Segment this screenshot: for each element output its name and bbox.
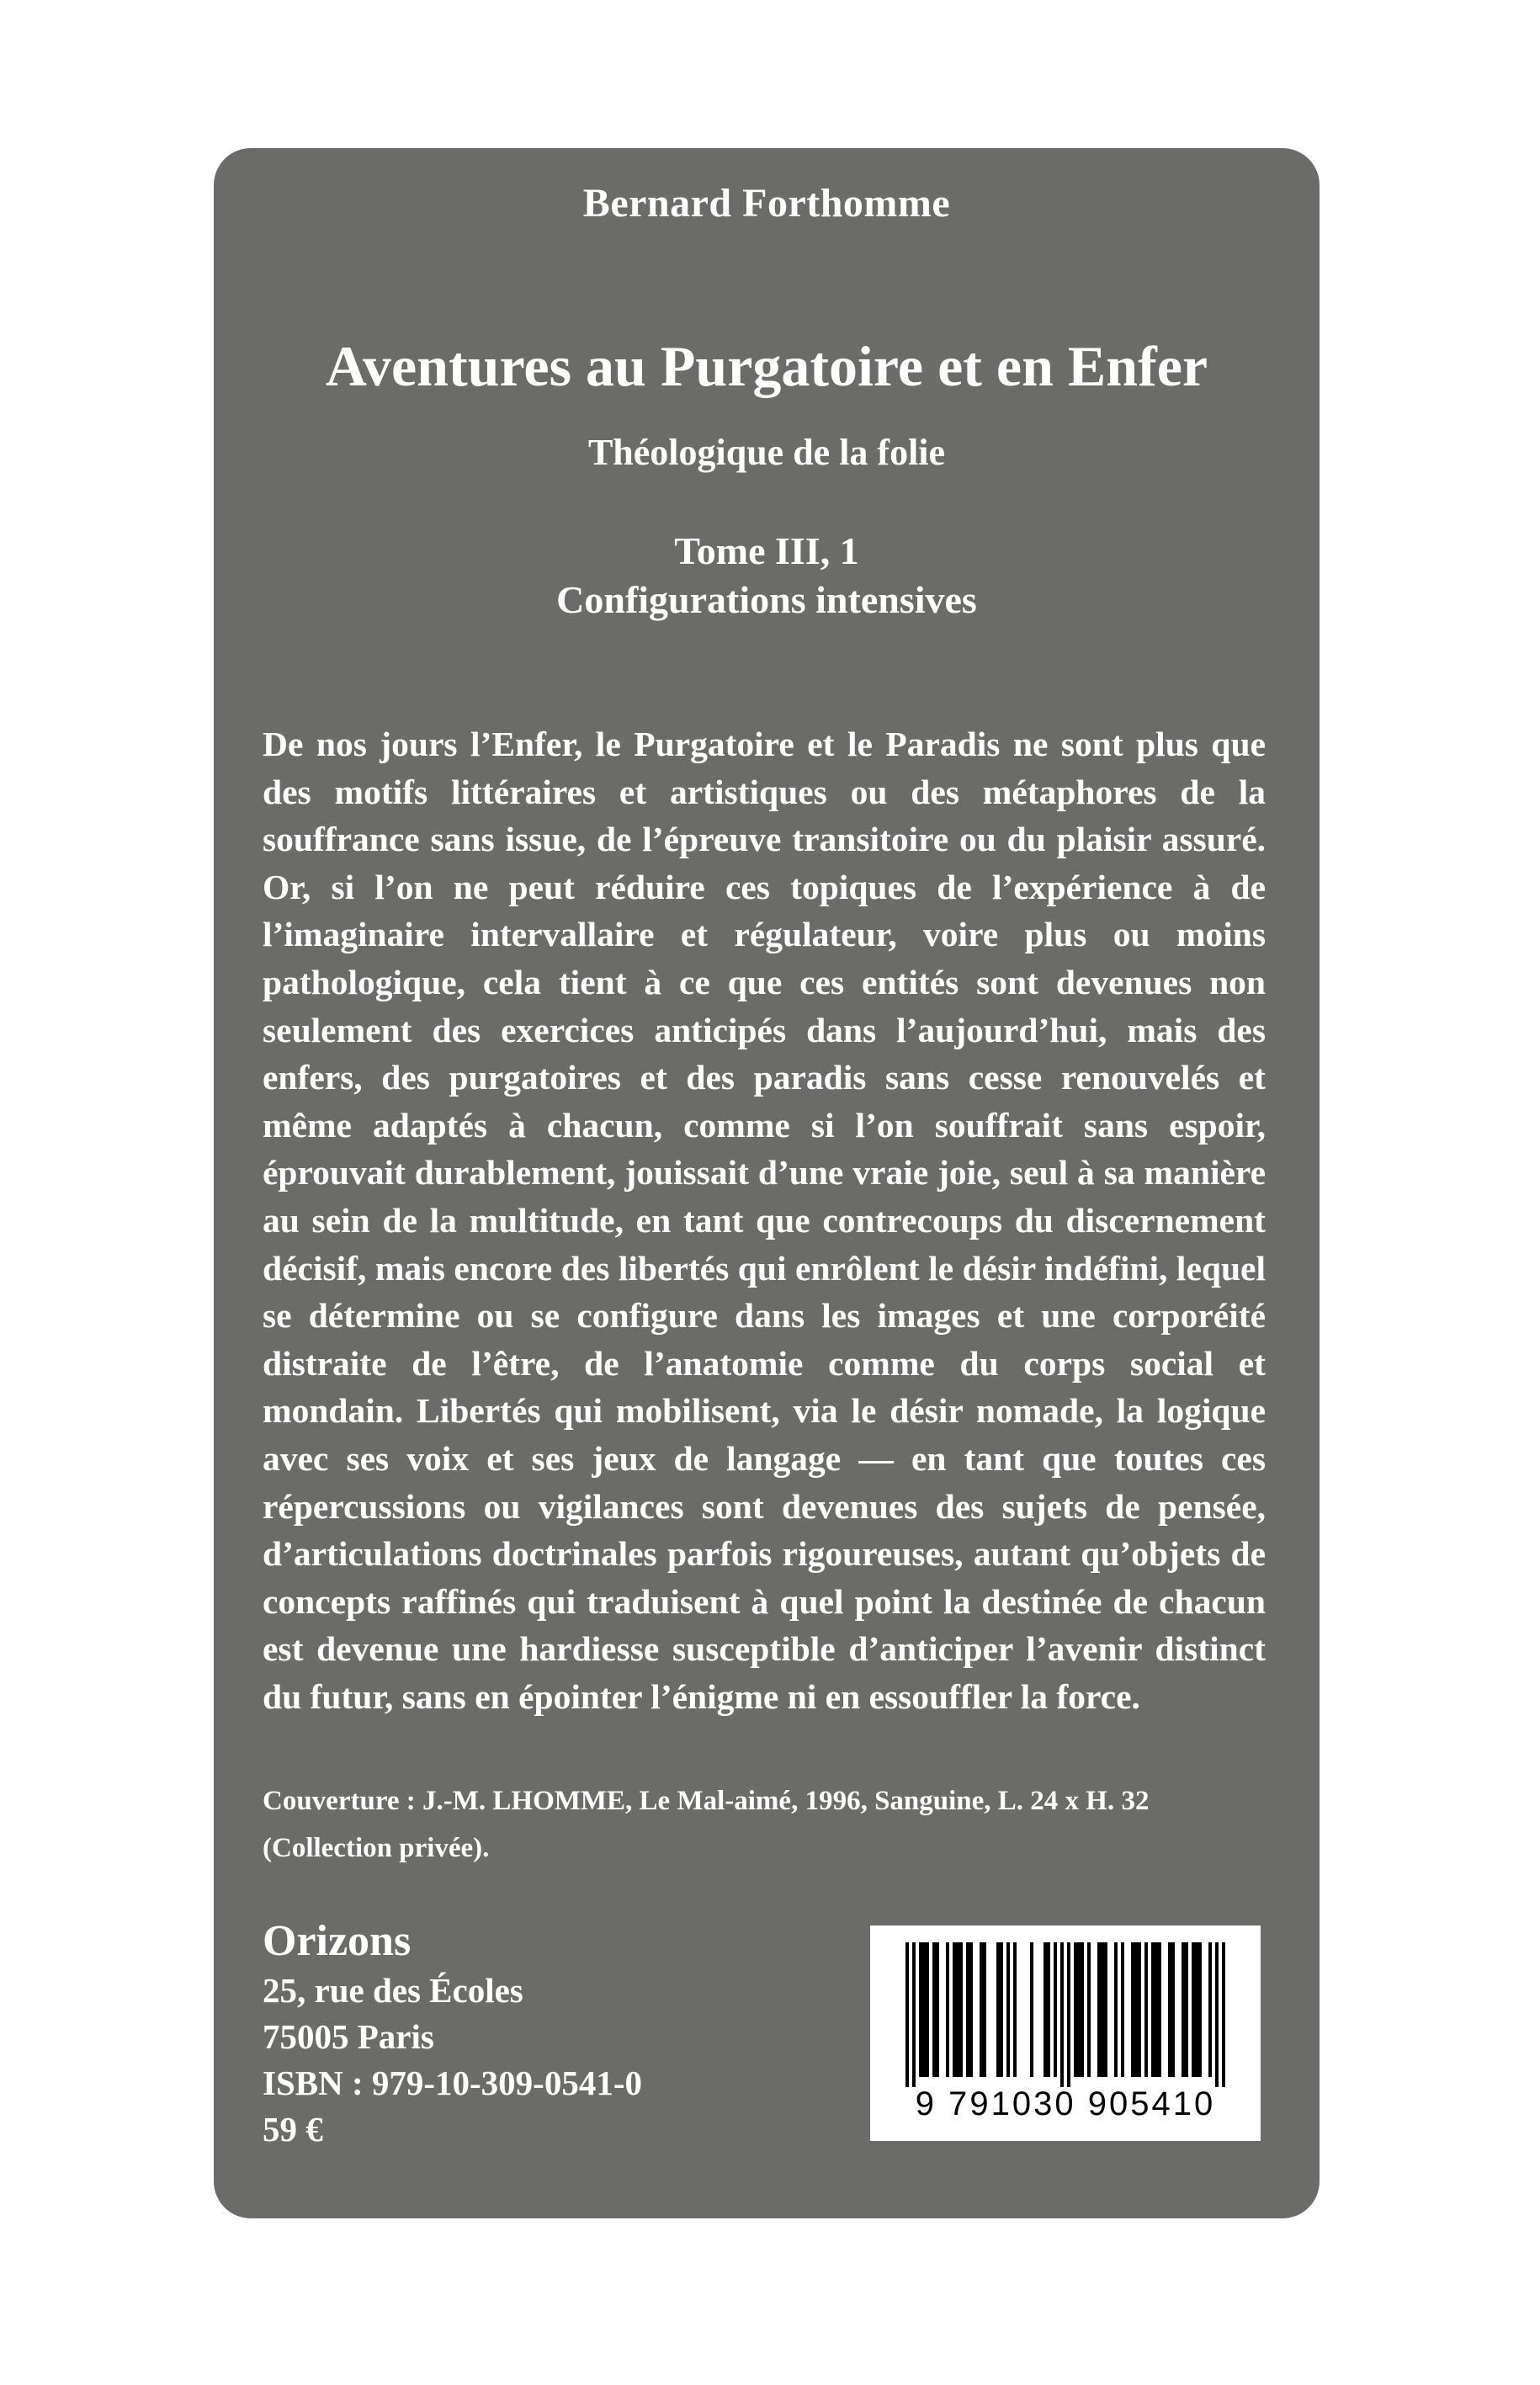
barcode-bar (1097, 1942, 1107, 2077)
barcode-bar (1131, 1942, 1141, 2077)
publisher-name: Orizons (263, 1917, 412, 1965)
barcode-bar (966, 1942, 973, 2077)
barcode-bar (1182, 1942, 1188, 2077)
barcode-bar (1067, 1942, 1070, 2087)
barcode-bar (1006, 1942, 1010, 2077)
isbn: ISBN : 979-10-309-0541-0 (263, 2064, 642, 2102)
back-cover-panel (214, 148, 1320, 2218)
barcode-bar (1013, 1942, 1017, 2077)
barcode-bar (946, 1942, 949, 2077)
book-title: Aventures au Purgatoire et en Enfer (325, 334, 1208, 398)
cover-credit: Couverture : J.-M. LHOMME, Le Mal-aimé, 1996, Sanguine, L. 24 x H. 32 (Collection privée). (263, 1786, 1150, 1863)
barcode-bar (932, 1942, 939, 2077)
barcode-bar (1043, 1942, 1050, 2077)
author-name: Bernard Forthomme (582, 181, 951, 226)
barcode-bar (1087, 1942, 1091, 2077)
barcode-bar (905, 1942, 909, 2087)
barcode-bar (1222, 1942, 1225, 2087)
barcode-bar (1192, 1942, 1202, 2077)
barcode-bar (1054, 1942, 1057, 2077)
barcode-bar (980, 1942, 986, 2077)
barcode-bar (1114, 1942, 1118, 2077)
barcode-bar (1215, 1942, 1219, 2087)
barcode-bar (919, 1942, 929, 2077)
blurb-text: De nos jours l’Enfer, le Purgatoire et le Paradis ne sont plus que des motifs littéraires et artistiques ou des métaphores de la souffrance sans issue, de l’épreuve transitoire ou du plaisir assuré. Or, si l’on ne peut réduire ces topiques de l’expérience à de l’imaginaire intervallaire et régulateur, voire plus ou moins pathologique, cela tient à ce que ces entités sont devenues non seulement des exercices anticipés dans l’aujourd’hui, mais des enfers, des purgatoires et des paradis sans cesse renouvelés et même adaptés à chacun, comme si l’on souffrait sans espoir, éprouvait durablement, jouissait d’une vraie joie, seul à sa manière au sein de la multitude, en tant que contrecoups du discernement décisif, mais encore des libertés qui enrôlent le désir indéfini, lequel se détermine ou se configure dans les images et une corporéité distraite de l’être, de l’anatomie comme du corps social et mondain. Libertés qui mobilisent, via le désir nomade, la logique avec ses voix et ses jeux de langage — en tant que toutes ces répercussions ou vigilances sont devenues des sujets de pensée, d’articulations doctrinales parfois rigoureuses, autant qu’objets de concepts raffinés qui traduisent à quel point la destinée de chacun est devenue une hardiesse susceptible d’anticiper l’avenir distinct du futur, sans en épointer l’énigme ni en essouffler la force. (263, 725, 1266, 1716)
barcode-bar (1060, 1942, 1064, 2087)
barcode-bar (1144, 1942, 1148, 2077)
barcode-bar (1208, 1942, 1212, 2077)
barcode-bar (996, 1942, 1003, 2077)
barcode-bar (953, 1942, 963, 2077)
volume-title: Configurations intensives (556, 578, 977, 621)
barcode-bar (1151, 1942, 1161, 2077)
volume-number: Tome III, 1 (674, 529, 859, 572)
price: 59 € (263, 2110, 323, 2149)
barcode-digits: 9 791030 905410 (915, 2085, 1216, 2122)
book-subtitle: Théologique de la folie (587, 432, 946, 473)
barcode-bar (1074, 1942, 1084, 2077)
publisher-street: 25, rue des Écoles (263, 1971, 523, 2010)
barcode (870, 1926, 1261, 2141)
barcode-bar (1168, 1942, 1175, 2077)
barcode-bar (912, 1942, 916, 2087)
publisher-city: 75005 Paris (263, 2017, 434, 2056)
barcode-bar (1030, 1942, 1033, 2077)
publisher-block (263, 1915, 642, 2153)
barcode-bar (1121, 1942, 1124, 2077)
